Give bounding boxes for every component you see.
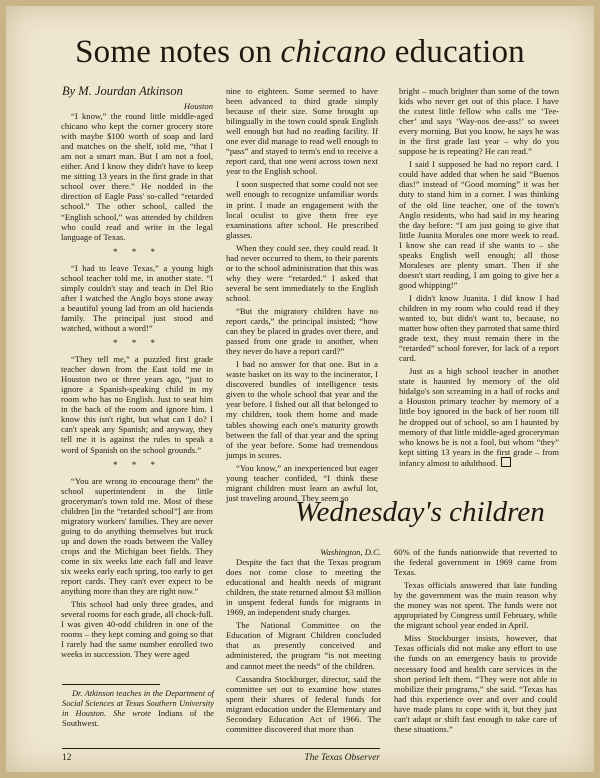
magazine-page bbox=[6, 6, 594, 772]
dateline: Washington, D.C. bbox=[320, 547, 381, 557]
paragraph bbox=[399, 366, 559, 467]
second-article-column-2 bbox=[394, 547, 557, 737]
paragraph: When they could see, they could read. It had never occurred to them, to their parents or to the school administration that this was why they were “retarded.” I asked that several be sent immediately to the English school. bbox=[226, 242, 378, 303]
paragraph-text: Just as a high school teacher in another state is haunted by memory of the old hidalgo's son screaming in a hail of rocks and a Houston primary teacher by memory of a little boy ignored in the back of her room till he dropped out of school, so am I haunted by memory of that little middle-aged groceryman who knows he is not a fool, but whom “they” kept sitting 13 years in the first grade – from infancy almost to adulthood. bbox=[399, 366, 559, 468]
paragraph: Cassandra Stockburger, director, said the committee set out to examine how states spent their shares of federal funds for migrant education under the Elementary and Secondary Education Act of 1966. The committee discovered that more than bbox=[226, 673, 381, 734]
article-column-1 bbox=[61, 101, 213, 662]
bio-book-title: Indians of the Southwest. bbox=[62, 709, 214, 728]
paragraph: I didn't know Juanita. I did know I had children in my room who could read if they wanted to, but didn't want to, because, no matter how often they parroted that same third grade text, they must remain there in the “retarded” school forever, for lack of a report card. bbox=[399, 292, 559, 364]
section-divider: * * * bbox=[113, 459, 161, 470]
paragraph: This school had only three grades, and several rooms for each grade, all chock-full. I was given 40-odd children in one of the rooms – they kept coming and going so that I rarely had the same number enrolled two weeks in succession. They were aged bbox=[61, 599, 213, 660]
paragraph: Despite the fact that the Texas program does not come close to meeting the educational and health needs of migrant children, the state returned almost $3 million in unspent federal funds for migrants in 1969, an independent study charges. bbox=[226, 557, 381, 618]
paragraph: “You are wrong to encourage them” the school superintendent in the little groceryman's town told me. Most of these children [in the “retarded school”] are from migratory workers' families. They are never going to do anything themselves but truck up and down the roads between the Valley crops and the Michigan beet fields. They come in six weeks late each fall and leave six weeks early each spring, too early to get report cards. They can't ever expect to be anything more than they are right now.” bbox=[61, 475, 213, 597]
dateline: Houston bbox=[183, 101, 213, 111]
paragraph: “I had to leave Texas,” a young high school teacher told me, in another state. “I simply couldn't stay and teach in Del Rio after I watched the Anglo boys stone away a beautiful young lad from an old hacienda family. The principal just stood and watched, without a word!” bbox=[61, 262, 213, 333]
second-article-column-1 bbox=[226, 547, 381, 737]
bio-rule bbox=[62, 684, 160, 685]
section-divider: * * * bbox=[113, 338, 161, 349]
paragraph: 60% of the funds nationwide that reverted to the federal government in 1969 came from Texas. bbox=[394, 547, 557, 578]
paragraph: Miss Stockburger insists, however, that Texas officials did not make any effort to use the funds on an emergency basis to provide necessary food and health care services in the short period left them. “They were not able to mobilize their programs,” she said. “Texas has had this experience over and over and could have made plans to cope with it, but they just can't adapt or shift fast enough to take care of these situations.” bbox=[394, 633, 557, 734]
paragraph: I soon suspected that some could not see well enough to recognize unfamiliar words in print. I made an engagement with the local oculist to give them free eye examinations after school. He prescribed glasses. bbox=[226, 179, 378, 240]
paragraph: nine to eighteen. Some seemed to have been advanced to third grade simply because of their size. Some brought up bilingually in the town could speak English well enough but had no reading facility. If one ever did manage to read well enough to “pass” and stayed to term's end to receive a report card, that one went across town next year to the English school. bbox=[226, 86, 378, 177]
page-number: 12 bbox=[62, 753, 72, 763]
title-emphasis: chicano bbox=[280, 34, 387, 70]
paragraph: The National Committee on the Education of Migrant Children concluded that as presently conceived and administered, the program “is not meeting and cannot meet the needs” of the children. bbox=[226, 620, 381, 671]
byline: By M. Jourdan Atkinson bbox=[62, 84, 183, 98]
author-bio bbox=[62, 689, 214, 729]
article-title bbox=[6, 34, 594, 71]
second-article-title: Wednesday's children bbox=[295, 496, 545, 528]
paragraph: “They tell me,” a puzzled first grade teacher down from the East told me in Houston two or three years ago, “just to ignore a Spanish-speaking child in my room who has no English. Just to seat him in the back of the room and ignore him. I know this isn't right, but what can I do? I can't speak any Spanish; and anyway, they tell me it is against the rules to speak a word of Spanish on the school grounds.” bbox=[61, 354, 213, 455]
paragraph: Texas officials answered that late funding by the government was the main reason why the money was not spent. The funds were not appropriated by Congress until February, while the migrant school year ended in April. bbox=[394, 580, 557, 631]
title-part: Some notes on bbox=[75, 34, 281, 70]
section-divider: * * * bbox=[113, 246, 161, 257]
paragraph: I said I supposed he had no report card. I could have added that when he said “Buenos dias!” instead of “Good morning” it was her duty to stand him in a corner. I was thinking of the old line teacher, one of the town's Anglo residents, who had said in my hearing the day before: “I am just going to give that little Juanita Morales one more week to read. I know she can read if she wants to – she speaks English well enough; all those Moraleses are plenty smart. Then if she doesn't start reading, I am going to give her a good whipping!” bbox=[399, 159, 559, 290]
end-mark-icon bbox=[501, 457, 511, 467]
paragraph: I had no answer for that one. But in a waste basket on its way to the incinerator, I discovered bundles of intelligence tests given to the whole school that year and the year before. I fished out all that belonged to my children, took them home and made tables showing each one's maturity growth between the fall of that year and the spring of the year before. Some had tremendous jumps in scores. bbox=[226, 359, 378, 460]
paragraph: bright – much brighter than some of the town kids who never get out of this place. I have the cutest little fellow who calls me ‘Tee-cher’ and says ‘Way-nos dee-ass!’ so sweet every morning. But you know, he says he was in the first grade last year – why do you suppose he is repeating? He can read.” bbox=[399, 86, 559, 157]
title-part: education bbox=[386, 34, 525, 70]
publication-name: The Texas Observer bbox=[304, 753, 380, 763]
article-column-3 bbox=[399, 86, 559, 471]
paragraph: “I know,” the round little middle-aged chicano who kept the corner grocery store with maybe $100 worth of soap and lard and matches on the shelf, told me, “that I am not a smart man. But I am not a fool, either. And I know they didn't have to keep me sitting 13 years in the first grade in that school over there.” He nodded in the direction of Eagle Pass' so-called “retarded school.” The other school, called the “English school,” was attended by children who could read and write in the legal language of Texas. bbox=[61, 111, 213, 242]
bio-text: Dr. Atkinson teaches in the Department of Social Sciences at Texas Southern University in Houston. She wrote bbox=[62, 689, 214, 718]
article-column-2 bbox=[226, 86, 378, 506]
paragraph: “You know,” an inexperienced but eager young teacher confided, “I think these migrant children must learn an awful lot, just traveling around. They seem so bbox=[226, 462, 378, 503]
paragraph: “But the migratory children have no report cards,” the principal insisted; “how can they be placed in grades over there, and passed from one grade to another, when they never do have a report card?” bbox=[226, 305, 378, 357]
page-footer bbox=[62, 748, 380, 763]
